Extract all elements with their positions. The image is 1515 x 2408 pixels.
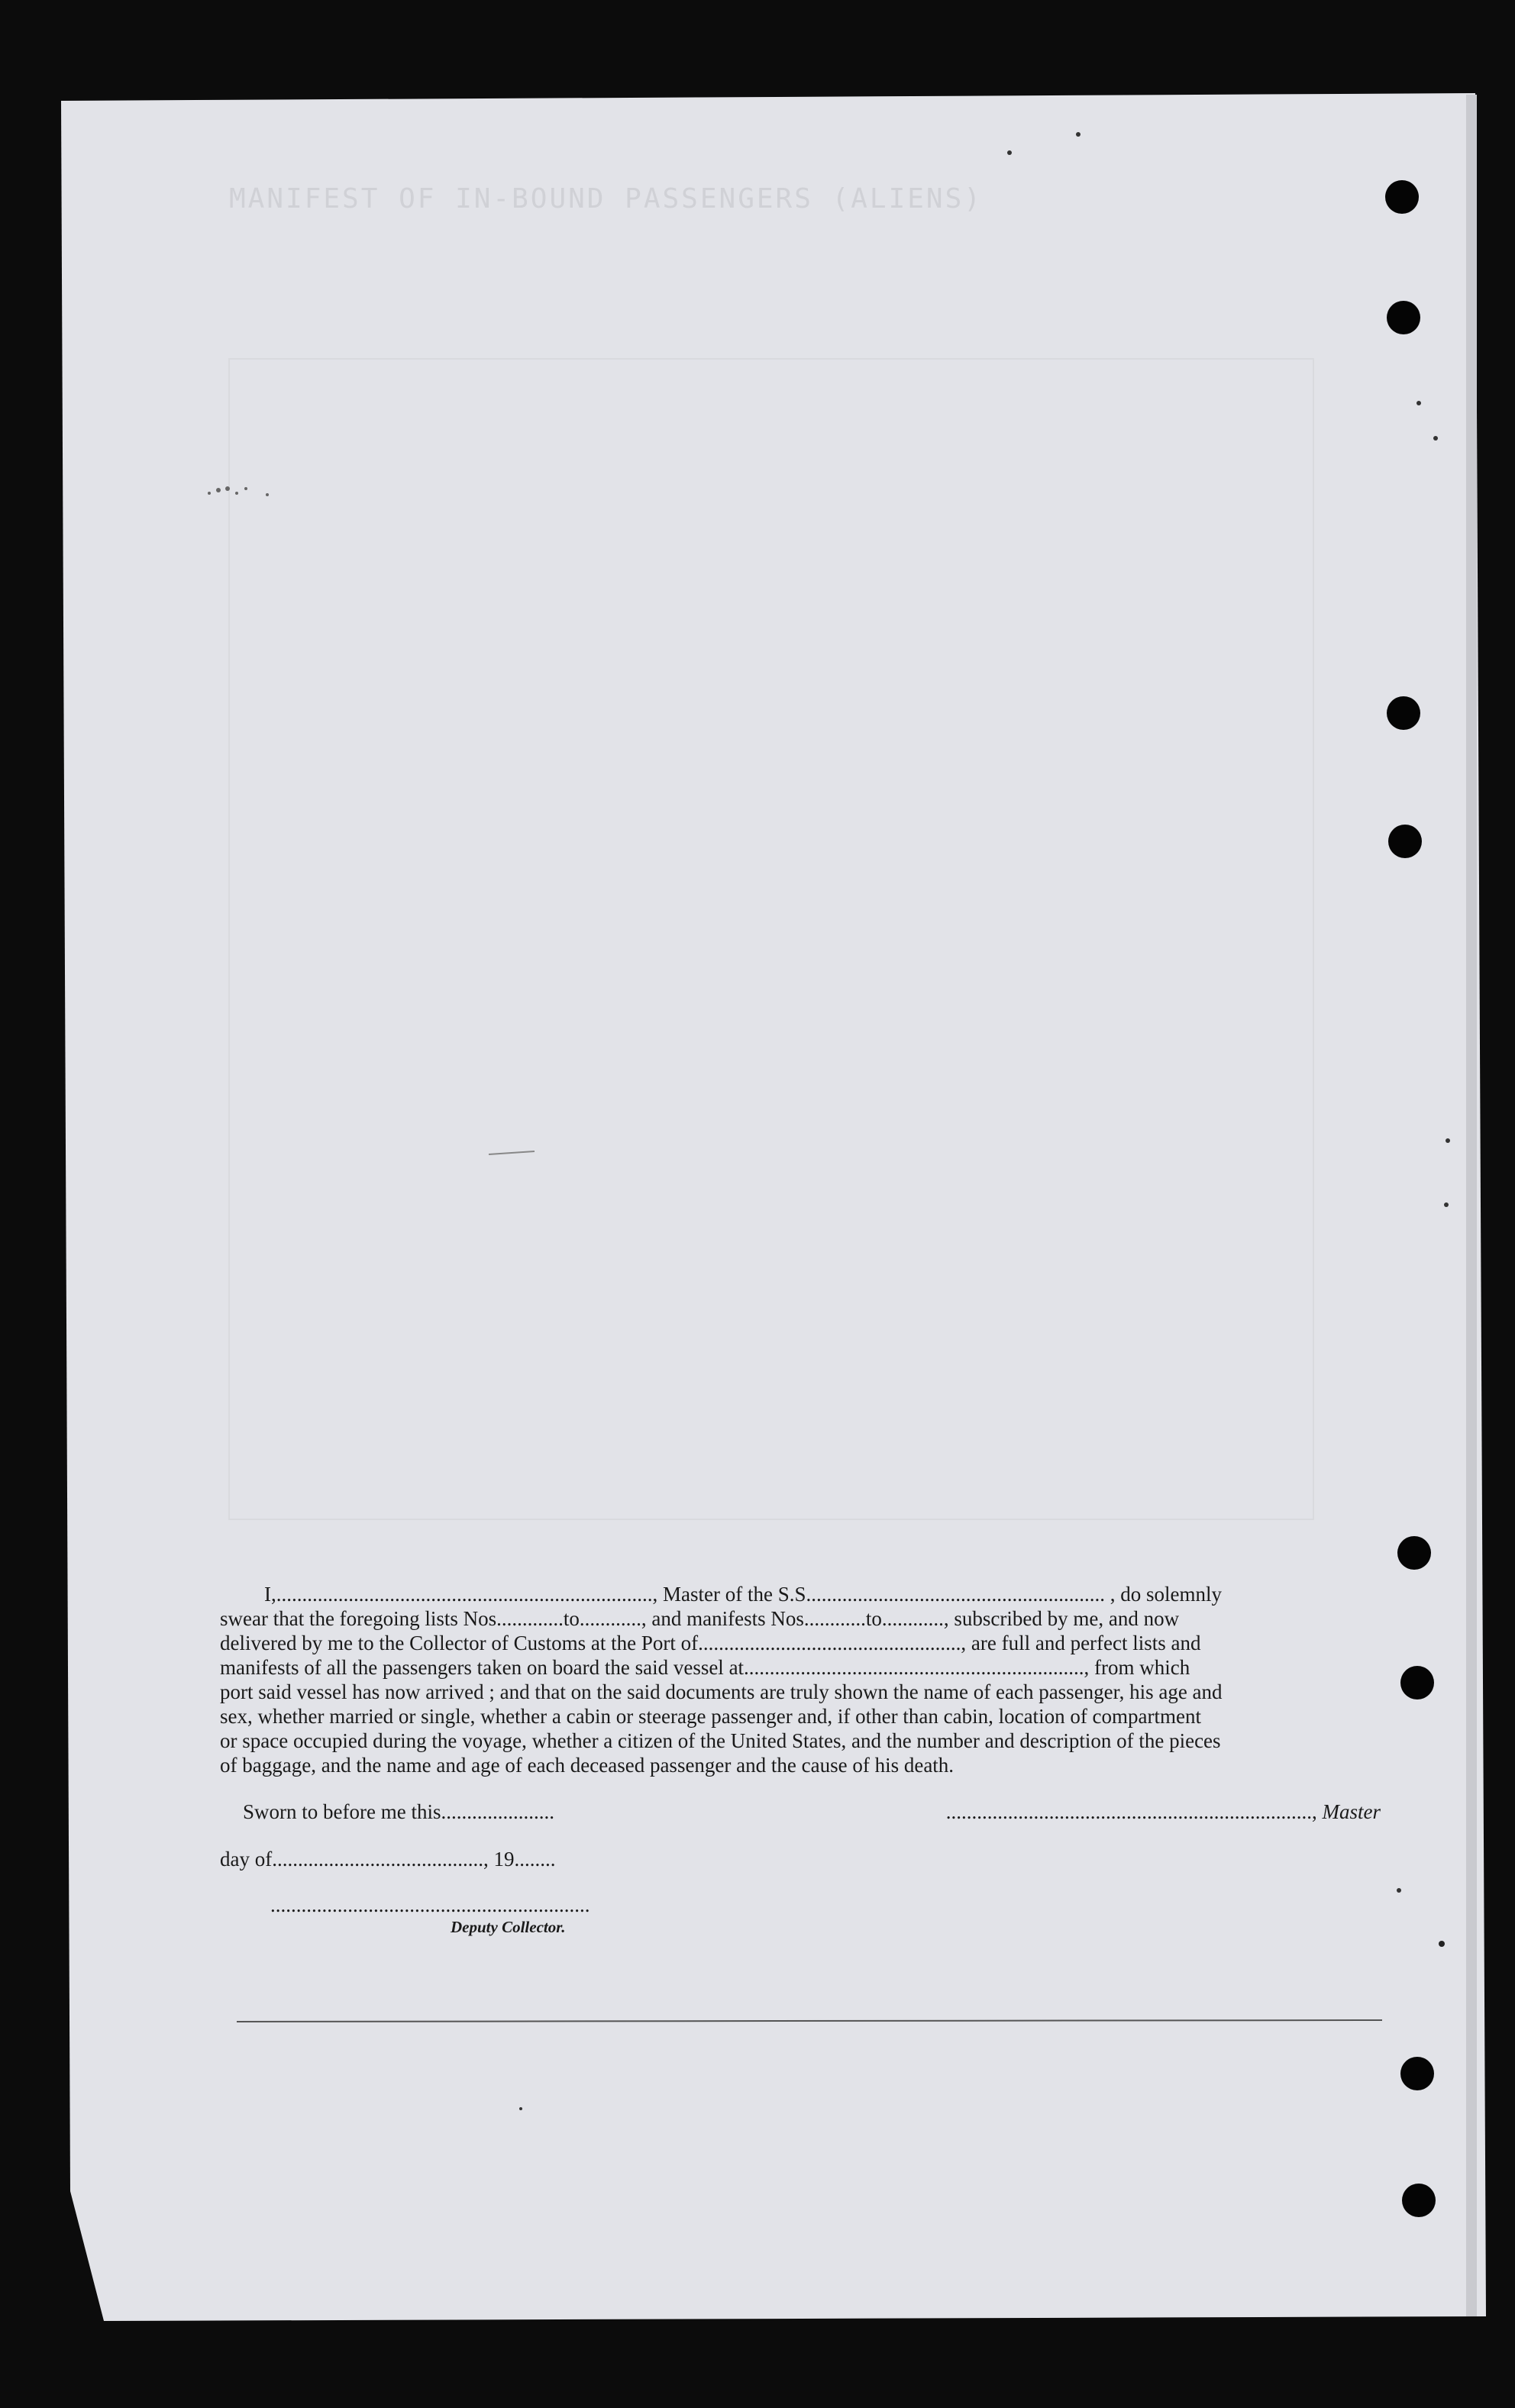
paper-edge-shade: [1466, 95, 1477, 2316]
oath-line: port said vessel has now arrived ; and that on the said documents are truly shown the name of each passenger, his age and: [220, 1680, 1223, 1703]
speck: [1433, 436, 1438, 441]
speck: [1076, 132, 1081, 137]
speck: [1444, 1202, 1449, 1207]
oath-line: swear that the foregoing lists Nos.............to............, and manifests Nos............to............, subscribed by me, and now: [220, 1607, 1180, 1630]
punch-hole-7: [1400, 2057, 1434, 2090]
master-label: Master: [1322, 1800, 1381, 1823]
speck: [1007, 150, 1012, 155]
oath-line: delivered by me to the Collector of Customs at the Port of..................................................., are full and perfect lists and: [220, 1632, 1201, 1654]
oath-line: sex, whether married or single, whether a cabin or steerage passenger and, if other than cabin, location of compartment: [220, 1705, 1202, 1728]
punch-hole-4: [1388, 825, 1422, 858]
deputy-signature-dots: ..............................................................: [270, 1893, 590, 1916]
deputy-collector-label: Deputy Collector.: [451, 1918, 566, 1936]
speck: [1397, 1888, 1401, 1893]
day-of-line: day of........................................., 19........: [220, 1848, 556, 1871]
master-signature-dots: .......................................................................,: [945, 1800, 1317, 1823]
speck: [519, 2107, 522, 2110]
oath-line: manifests of all the passengers taken on board the said vessel at.................................................................., from which: [220, 1656, 1190, 1679]
speck: [1439, 1941, 1445, 1947]
speck: [1446, 1138, 1450, 1143]
punch-hole-6: [1400, 1666, 1434, 1699]
punch-hole-3: [1387, 696, 1420, 730]
punch-hole-2: [1387, 301, 1420, 334]
master-signature-line: [946, 1800, 1381, 1824]
paper: [61, 93, 1486, 2321]
punch-hole-1: [1385, 180, 1419, 214]
sworn-line: Sworn to before me this......................: [243, 1800, 554, 1823]
oath-line: of baggage, and the name and age of each deceased passenger and the cause of his death.: [220, 1754, 955, 1777]
speck: [1416, 401, 1421, 405]
punch-hole-5: [1397, 1536, 1431, 1570]
punch-hole-8: [1402, 2184, 1436, 2217]
oath-line: I,........................................................................., Master of the S.S.......................................................... , do solemnly: [264, 1583, 1222, 1606]
faded-heading: MANIFEST OF IN-BOUND PASSENGERS (ALIENS): [229, 183, 983, 215]
oath-paragraph: [220, 1582, 1381, 1777]
oath-line: or space occupied during the voyage, whether a citizen of the United States, and the number and description of the pieces: [220, 1729, 1221, 1752]
